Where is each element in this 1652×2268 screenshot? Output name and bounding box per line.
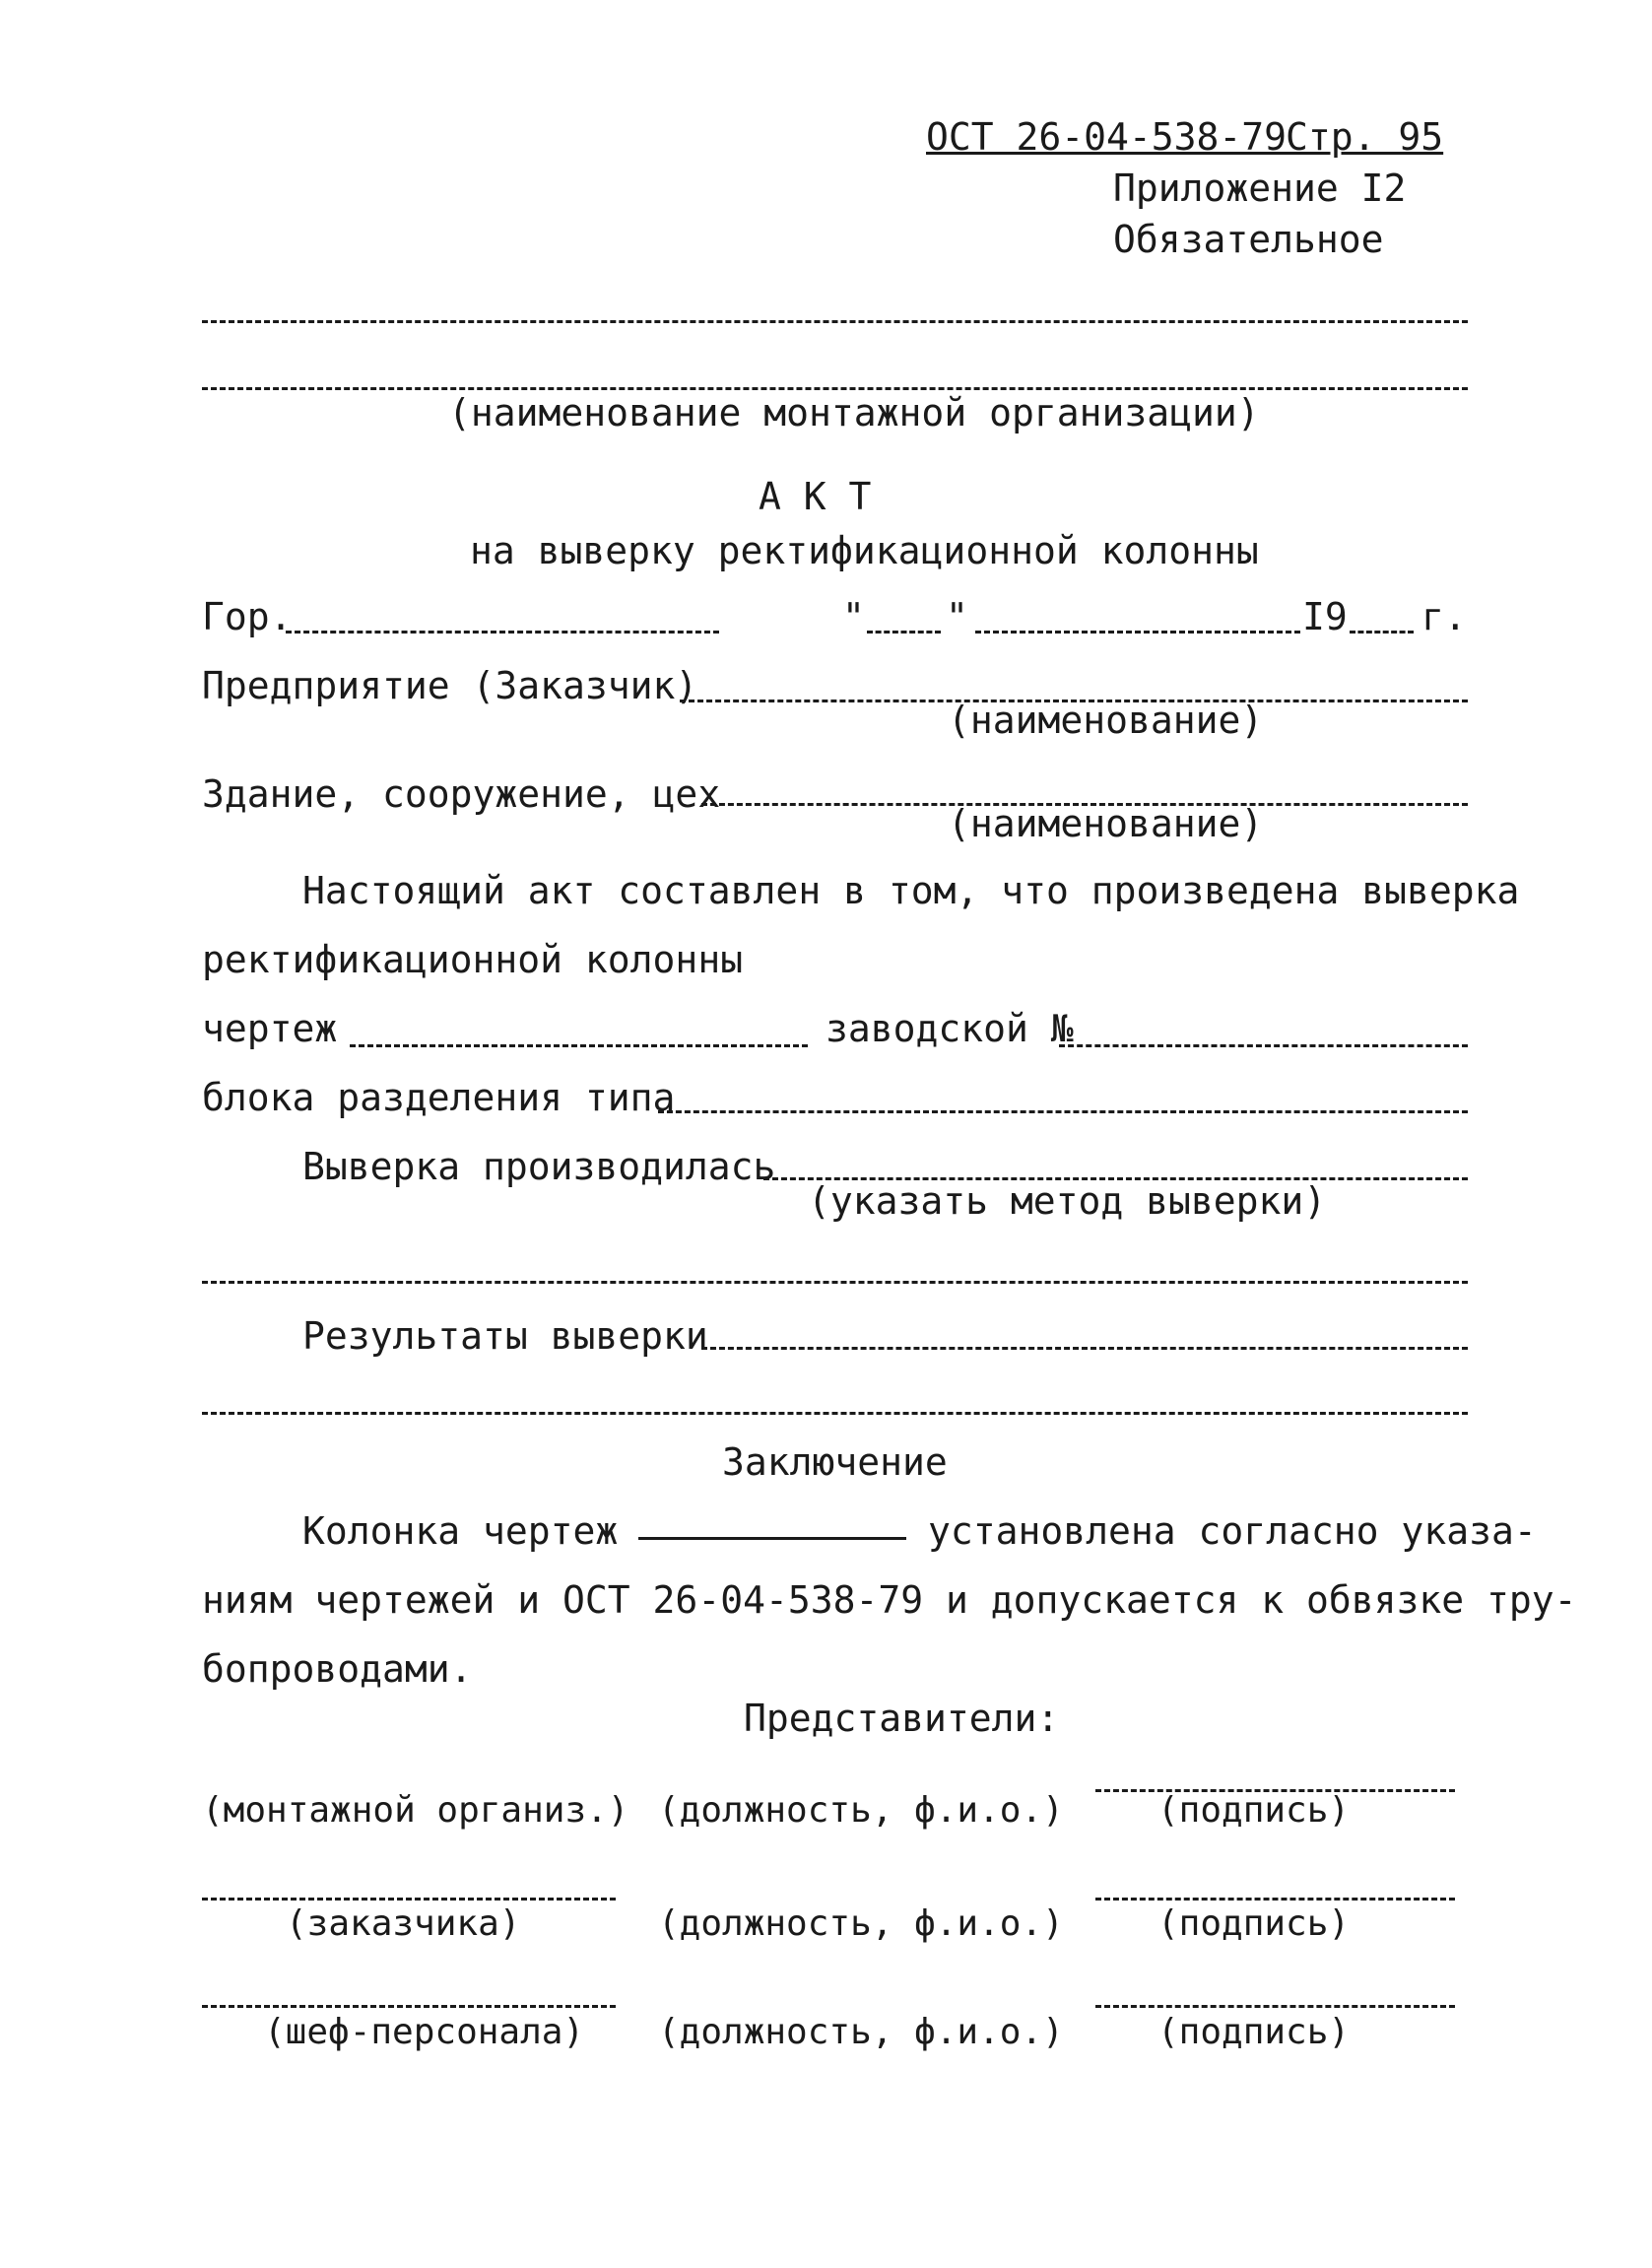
conclusion-line-1b: установлена согласно указа- [928, 1509, 1537, 1553]
rep-signature-2: (подпись) [1157, 1903, 1351, 1944]
conclusion-line-3: бопроводами. [202, 1647, 473, 1691]
day-field[interactable] [867, 631, 941, 634]
unit-type-field[interactable] [658, 1110, 1468, 1113]
quote-open: " [842, 595, 865, 638]
year-suffix: г. [1421, 595, 1467, 638]
org-line-2 [202, 387, 1468, 390]
rep-position-3: (должность, ф.и.о.) [658, 2012, 1064, 2052]
appendix-status: Обязательное [1113, 218, 1384, 261]
method-caption: (указать метод выверки) [808, 1179, 1327, 1223]
method-label: Выверка производилась [302, 1145, 776, 1188]
rep-signature-line-2[interactable] [1095, 1898, 1455, 1901]
month-field[interactable] [975, 631, 1300, 634]
results-line-2[interactable] [202, 1412, 1468, 1415]
method-line-2[interactable] [202, 1281, 1468, 1284]
rep-party-2: (заказчика) [286, 1903, 521, 1944]
rep-party-3: (шеф-персонала) [264, 2012, 585, 2052]
enterprise-caption: (наименование) [948, 699, 1264, 742]
page-number: Стр. 95 [1286, 115, 1444, 159]
city-field[interactable] [286, 631, 719, 634]
conclusion-drawing-field[interactable] [638, 1537, 906, 1540]
intro-line-1: Настоящий акт составлен в том, что произведена выверка [302, 869, 1520, 912]
rep-signature-line-3[interactable] [1095, 2005, 1455, 2008]
unit-label: блока разделения типа [202, 1076, 676, 1119]
rep-signature-1: (подпись) [1157, 1790, 1351, 1831]
drawing-label: чертеж [202, 1007, 338, 1050]
results-field[interactable] [701, 1347, 1468, 1350]
enterprise-label: Предприятие (Заказчик) [202, 664, 698, 707]
org-caption: (наименование монтажной организации) [448, 391, 1260, 434]
standard-number: ОСТ 26-04-538-79 [926, 115, 1288, 159]
conclusion-heading: Заключение [722, 1440, 948, 1484]
city-label: Гор. [202, 595, 293, 638]
building-caption: (наименование) [948, 802, 1264, 845]
rep-party-1: (монтажной организ.) [202, 1790, 629, 1831]
year-field[interactable] [1350, 631, 1414, 634]
rep-party-line-3[interactable] [202, 2005, 616, 2008]
act-subtitle: на выверку ректификационной колонны [470, 529, 1259, 572]
rep-signature-3: (подпись) [1157, 2012, 1351, 2052]
rep-party-line-2[interactable] [202, 1898, 616, 1901]
representatives-heading: Представители: [744, 1697, 1060, 1740]
factory-label: заводской № [826, 1007, 1074, 1050]
org-line-1 [202, 320, 1468, 323]
factory-number-field[interactable] [1059, 1044, 1468, 1047]
building-label: Здание, сооружение, цех [202, 772, 721, 816]
appendix-label: Приложение I2 [1113, 167, 1407, 210]
rep-position-1: (должность, ф.и.о.) [658, 1790, 1064, 1831]
conclusion-line-2: ниям чертежей и ОСТ 26-04-538-79 и допускается к обвязке тру- [202, 1578, 1577, 1622]
act-title: А К Т [759, 475, 872, 518]
year-prefix: I9 [1302, 595, 1348, 638]
intro-line-2: ректификационной колонны [202, 938, 744, 981]
drawing-field[interactable] [350, 1044, 808, 1047]
quote-close: " [946, 595, 968, 638]
rep-position-2: (должность, ф.и.о.) [658, 1903, 1064, 1944]
conclusion-line-1a: Колонка чертеж [302, 1509, 619, 1553]
results-label: Результаты выверки [302, 1314, 708, 1358]
